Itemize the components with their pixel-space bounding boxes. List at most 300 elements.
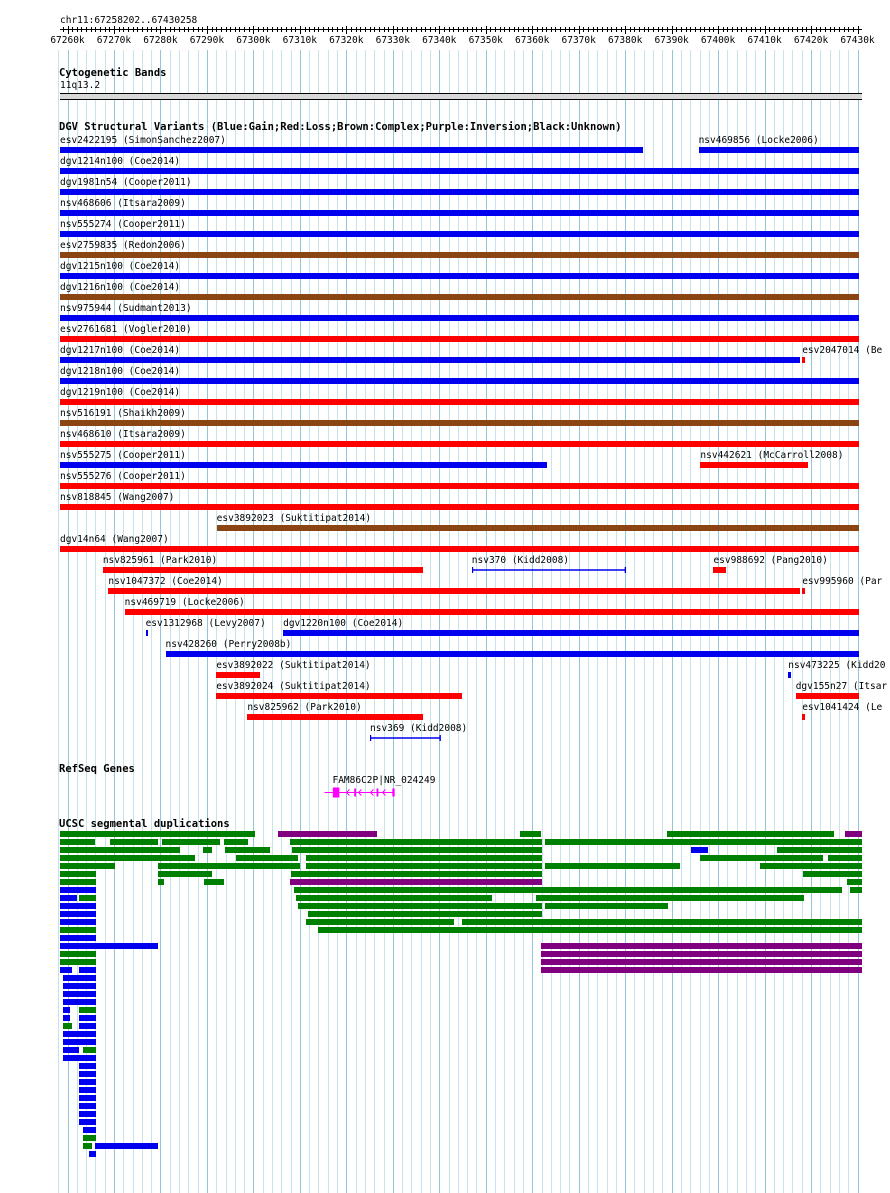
cytoband-label: 11q13.2 [60, 80, 101, 91]
segdup-feature-bar[interactable] [79, 1015, 96, 1021]
segdup-feature-bar[interactable] [60, 839, 95, 845]
segdup-feature-bar[interactable] [700, 855, 823, 861]
segdup-feature-bar[interactable] [60, 935, 96, 941]
dgv-feature-label[interactable]: esv3892023 (Suktitipat2014) [216, 513, 372, 524]
ruler-tick [634, 27, 635, 32]
ruler-tick [486, 26, 487, 34]
gene-label[interactable]: FAM86C2P|NR_024249 [332, 775, 436, 786]
dgv-feature-bar[interactable] [60, 546, 859, 552]
dgv-feature-label[interactable]: esv2422195 (SimonSanchez2007) [60, 135, 226, 146]
track-title-segdups[interactable]: UCSC segmental duplications [59, 818, 230, 830]
dgv-feature-label[interactable]: nsv468610 (Itsara2009) [60, 429, 186, 440]
ruler-tick [77, 27, 78, 32]
segdup-feature-bar[interactable] [63, 975, 96, 981]
ruler-tick [346, 26, 347, 34]
ruler-tick-label: 67270k [96, 35, 132, 46]
segdup-feature-bar[interactable] [83, 1143, 92, 1149]
ruler-tick [253, 26, 254, 34]
dgv-feature-bar[interactable] [60, 378, 859, 384]
segdup-feature-bar[interactable] [63, 1023, 72, 1029]
segdup-feature-bar[interactable] [63, 1055, 96, 1061]
ruler-tick [165, 27, 166, 32]
dgv-feature-label[interactable]: esv995960 (Par [802, 576, 883, 587]
ruler-tick [630, 27, 631, 32]
dgv-feature-bar[interactable] [283, 630, 859, 636]
segdup-feature-bar[interactable] [60, 863, 115, 869]
dgv-feature-bar[interactable] [146, 630, 148, 636]
segdup-feature-bar[interactable] [296, 895, 492, 901]
segdup-feature-bar[interactable] [545, 839, 862, 845]
dgv-feature-bar[interactable] [700, 462, 808, 468]
ruler-tick [639, 27, 640, 32]
ruler-tick [695, 27, 696, 32]
ruler-tick-label: 67390k [654, 35, 689, 46]
dgv-feature-bar[interactable] [60, 441, 859, 447]
ruler-tick [648, 27, 649, 32]
dgv-feature-bar[interactable] [713, 567, 726, 573]
ruler-tick [718, 26, 719, 34]
segdup-feature-bar[interactable] [60, 871, 96, 877]
ruler-tick [858, 26, 859, 34]
ruler-tick [300, 26, 301, 34]
segdup-feature-bar[interactable] [294, 887, 842, 893]
ruler-tick [709, 27, 710, 32]
segdup-feature-bar[interactable] [79, 1095, 96, 1101]
segdup-feature-bar[interactable] [95, 1143, 158, 1149]
segdup-feature-bar[interactable] [63, 1031, 96, 1037]
ruler-tick [458, 27, 459, 32]
ruler-tick-label: 67350k [468, 35, 503, 46]
ruler-tick [249, 27, 250, 32]
dgv-feature-label[interactable]: nsv370 (Kidd2008) [471, 555, 570, 566]
segdup-feature-bar[interactable] [60, 855, 195, 861]
segdup-feature-bar[interactable] [83, 1127, 96, 1133]
ruler-tick [848, 27, 849, 32]
segdup-feature-bar[interactable] [60, 903, 96, 909]
ruler-tick-label: 67320k [329, 35, 364, 46]
track-title-dgv[interactable]: DGV Structural Variants (Blue:Gain;Red:Loss;Brown:Complex;Purple:Inversion;Black:Unknown) [59, 121, 622, 133]
dgv-feature-bar[interactable] [60, 189, 859, 195]
segdup-feature-bar[interactable] [292, 847, 542, 853]
segdup-feature-bar[interactable] [760, 863, 862, 869]
dgv-feature-interval[interactable] [370, 734, 442, 742]
ruler-tick [407, 27, 408, 32]
gene-exon [377, 789, 379, 797]
segdup-feature-bar[interactable] [60, 927, 96, 933]
ruler-tick [198, 27, 199, 32]
ruler-tick [221, 27, 222, 32]
dgv-feature-bar[interactable] [247, 714, 422, 720]
segdup-feature-bar[interactable] [60, 911, 96, 917]
ruler-tick [291, 27, 292, 32]
ruler-tick [119, 27, 120, 32]
ruler-tick [374, 27, 375, 32]
dgv-feature-bar[interactable] [166, 651, 859, 657]
dgv-feature-bar[interactable] [60, 357, 800, 363]
segdup-feature-bar[interactable] [290, 839, 542, 845]
gene-model[interactable] [0, 785, 890, 799]
ruler-tick [602, 27, 603, 32]
ruler-tick [653, 27, 654, 32]
ruler-tick [402, 27, 403, 32]
segdup-feature-bar[interactable] [89, 1151, 96, 1157]
dgv-feature-bar[interactable] [125, 609, 859, 615]
ruler-tick [212, 27, 213, 32]
ruler-tick [81, 27, 82, 32]
segdup-feature-bar[interactable] [110, 839, 158, 845]
dgv-feature-bar[interactable] [802, 357, 805, 363]
dgv-feature-label[interactable]: esv2761681 (Vogler2010) [60, 324, 192, 335]
track-title-cytobands[interactable]: Cytogenetic Bands [59, 67, 167, 79]
segdup-feature-bar[interactable] [79, 1023, 96, 1029]
ruler-tick [370, 27, 371, 32]
ruler-tick [226, 27, 227, 32]
dgv-feature-label[interactable]: nsv369 (Kidd2008) [370, 723, 468, 734]
segdup-feature-bar[interactable] [63, 1015, 70, 1021]
ruler-tick [490, 27, 491, 32]
segdup-feature-bar[interactable] [79, 895, 96, 901]
dgv-feature-bar[interactable] [60, 420, 859, 426]
ruler-tick [746, 27, 747, 32]
dgv-feature-bar[interactable] [60, 147, 643, 153]
segdup-feature-bar[interactable] [63, 1007, 70, 1013]
dgv-feature-label[interactable]: dgv1220n100 (Coe2014) [283, 618, 404, 629]
dgv-feature-label[interactable]: nsv825961 (Park2010) [102, 555, 218, 566]
segdup-feature-bar[interactable] [79, 1063, 96, 1069]
ruler-tick [397, 27, 398, 32]
segdup-feature-bar[interactable] [536, 895, 804, 901]
ruler-tick [230, 27, 231, 32]
segdup-feature-bar[interactable] [541, 951, 862, 957]
ruler-tick [476, 27, 477, 32]
segdup-feature-bar[interactable] [203, 847, 212, 853]
dgv-feature-bar[interactable] [217, 525, 859, 531]
ruler-tick-label: 67360k [515, 35, 550, 46]
segdup-feature-bar[interactable] [224, 839, 248, 845]
ruler-tick [751, 27, 752, 32]
ruler-tick [569, 27, 570, 32]
ruler-tick [91, 27, 92, 32]
ruler-tick [281, 27, 282, 32]
ruler-tick [834, 27, 835, 32]
segdup-feature-bar[interactable] [278, 831, 377, 837]
ruler-tick [797, 27, 798, 32]
dgv-feature-label[interactable]: nsv555276 (Cooper2011) [60, 471, 186, 482]
ruler-tick [123, 27, 124, 32]
dgv-feature-label[interactable]: nsv469719 (Locke2006) [124, 597, 245, 608]
segdup-feature-bar[interactable] [60, 831, 255, 837]
dgv-feature-bar[interactable] [216, 693, 461, 699]
segdup-feature-bar[interactable] [83, 1047, 96, 1053]
ruler-tick [588, 27, 589, 32]
dgv-feature-bar[interactable] [60, 504, 859, 510]
dgv-feature-bar[interactable] [802, 714, 805, 720]
ruler-tick [453, 27, 454, 32]
dgv-feature-label[interactable]: dgv1217n100 (Coe2014) [60, 345, 181, 356]
ruler-tick [156, 27, 157, 32]
ruler-tick [160, 26, 161, 34]
dgv-feature-label[interactable]: nsv428260 (Perry2008b) [165, 639, 292, 650]
ruler-tick [193, 27, 194, 32]
ruler-tick [565, 27, 566, 32]
gene-exon [392, 789, 394, 797]
segdup-feature-bar[interactable] [79, 1119, 96, 1125]
segdup-feature-bar[interactable] [845, 831, 862, 837]
ruler-tick [184, 27, 185, 32]
segdup-feature-bar[interactable] [83, 1135, 96, 1141]
ruler-tick [151, 27, 152, 32]
dgv-feature-label[interactable]: dgv1219n100 (Coe2014) [60, 387, 181, 398]
segdup-feature-bar[interactable] [777, 847, 862, 853]
ruler-tick [551, 27, 552, 32]
ruler-tick [625, 26, 626, 34]
segdup-feature-bar[interactable] [803, 871, 862, 877]
ruler-tick [532, 26, 533, 34]
ruler-tick [774, 27, 775, 32]
ruler-tick [351, 27, 352, 32]
dgv-feature-bar[interactable] [796, 693, 859, 699]
ruler-tick [174, 27, 175, 32]
segdup-feature-bar[interactable] [63, 999, 96, 1005]
segdup-feature-bar[interactable] [63, 1039, 96, 1045]
gene-exon [354, 789, 356, 797]
ruler-tick [435, 27, 436, 32]
dgv-feature-bar[interactable] [108, 588, 799, 594]
segdup-feature-bar[interactable] [60, 879, 96, 885]
segdup-feature-bar[interactable] [541, 959, 862, 965]
dgv-feature-label[interactable]: nsv516191 (Shaikh2009) [60, 408, 186, 419]
segdup-feature-bar[interactable] [290, 879, 542, 885]
ruler-tick [732, 27, 733, 32]
segdup-feature-bar[interactable] [225, 847, 270, 853]
ruler-tick-label: 67340k [422, 35, 457, 46]
ruler-tick [779, 27, 780, 32]
dgv-feature-bar[interactable] [802, 588, 805, 594]
segdup-feature-bar[interactable] [60, 951, 96, 957]
segdup-feature-bar[interactable] [236, 855, 298, 861]
segdup-feature-bar[interactable] [79, 1087, 96, 1093]
ruler-tick-label: 67290k [189, 35, 225, 46]
ruler-tick [830, 27, 831, 32]
dgv-feature-bar[interactable] [60, 294, 859, 300]
segdup-feature-bar[interactable] [306, 919, 454, 925]
segdup-feature-bar[interactable] [847, 879, 862, 885]
track-title-refseq[interactable]: RefSeq Genes [59, 763, 135, 775]
dgv-feature-label[interactable]: dgv14n64 (Wang2007) [60, 534, 169, 545]
ruler-tick-label: 67420k [793, 35, 829, 46]
gene-exon [333, 788, 340, 798]
dgv-feature-label[interactable]: esv988692 (Pang2010) [713, 555, 828, 566]
segdup-feature-bar[interactable] [308, 911, 542, 917]
ruler-tick [593, 27, 594, 32]
segdup-feature-bar[interactable] [158, 863, 300, 869]
dgv-feature-label[interactable]: dgv1214n100 (Coe2014) [60, 156, 181, 167]
ruler-tick [737, 27, 738, 32]
ruler-tick [667, 27, 668, 32]
ruler-tick [560, 27, 561, 32]
dgv-feature-label[interactable]: nsv555275 (Cooper2011) [60, 450, 186, 461]
dgv-feature-label[interactable]: esv2047014 (Be [802, 345, 883, 356]
segdup-feature-bar[interactable] [79, 1111, 96, 1117]
ruler-tick [616, 27, 617, 32]
ruler-tick-label: 67260k [50, 35, 85, 46]
ruler-tick-label: 67300k [236, 35, 271, 46]
ruler-tick [463, 27, 464, 32]
ruler-tick [853, 27, 854, 32]
segdup-feature-bar[interactable] [60, 959, 96, 965]
dgv-feature-bar[interactable] [60, 252, 859, 258]
segdup-feature-bar[interactable] [60, 887, 96, 893]
ruler-tick [806, 27, 807, 32]
dgv-feature-bar[interactable] [60, 462, 547, 468]
dgv-feature-label[interactable]: esv3892024 (Suktitipat2014) [216, 681, 371, 692]
ruler-tick-label: 67280k [143, 35, 178, 46]
segdup-feature-bar[interactable] [63, 983, 96, 989]
ruler-tick [481, 27, 482, 32]
dgv-feature-bar[interactable] [103, 567, 423, 573]
ruler-tick [342, 27, 343, 32]
dgv-feature-label[interactable]: dgv1981n54 (Cooper2011) [60, 177, 192, 188]
dgv-feature-bar[interactable] [60, 168, 859, 174]
ruler-tick [700, 27, 701, 32]
ruler-tick [537, 27, 538, 32]
ruler-tick [467, 27, 468, 32]
ruler-tick-label: 67400k [700, 35, 736, 46]
ruler-tick [583, 27, 584, 32]
segdup-feature-bar[interactable] [162, 839, 220, 845]
ruler-tick [723, 27, 724, 32]
segdup-feature-bar[interactable] [158, 879, 164, 885]
segdup-feature-bar[interactable] [204, 879, 224, 885]
ruler-tick [658, 27, 659, 32]
dgv-feature-label[interactable]: nsv469856 (Locke2006) [698, 135, 819, 146]
segdup-feature-bar[interactable] [520, 831, 541, 837]
ruler-tick [128, 27, 129, 32]
dgv-feature-label[interactable]: esv1041424 (Le [802, 702, 883, 713]
ruler-tick [741, 27, 742, 32]
ruler-tick [267, 27, 268, 32]
dgv-feature-label[interactable]: nsv825962 (Park2010) [247, 702, 362, 713]
ruler-tick [239, 27, 240, 32]
dgv-feature-label[interactable]: nsv473225 (Kidd20 [788, 660, 886, 671]
ruler-tick [686, 27, 687, 32]
ruler-tick [611, 27, 612, 32]
dgv-feature-label[interactable]: nsv555274 (Cooper2011) [60, 219, 186, 230]
segdup-feature-bar[interactable] [691, 847, 708, 853]
ruler-tick [690, 27, 691, 32]
segdup-feature-bar[interactable] [318, 927, 862, 933]
dgv-feature-bar[interactable] [788, 672, 790, 678]
dgv-feature-interval[interactable] [472, 566, 627, 574]
segdup-feature-bar[interactable] [462, 919, 862, 925]
ruler-tick [216, 27, 217, 32]
segdup-feature-bar[interactable] [63, 991, 96, 997]
dgv-feature-label[interactable]: nsv818845 (Wang2007) [60, 492, 175, 503]
ruler-tick [277, 27, 278, 32]
segdup-feature-bar[interactable] [79, 967, 96, 973]
ruler-tick [788, 27, 789, 32]
ruler-tick [328, 27, 329, 32]
ruler-tick [597, 27, 598, 32]
dgv-feature-label[interactable]: nsv975944 (Sudmant2013) [60, 303, 192, 314]
ruler-tick [509, 27, 510, 32]
dgv-feature-bar[interactable] [60, 483, 859, 489]
segdup-feature-bar[interactable] [79, 1071, 96, 1077]
ruler-tick [528, 27, 529, 32]
segdup-feature-bar[interactable] [298, 903, 542, 909]
segdup-feature-bar[interactable] [291, 871, 542, 877]
segdup-feature-bar[interactable] [667, 831, 834, 837]
ruler-tick [235, 27, 236, 32]
segdup-feature-bar[interactable] [306, 863, 542, 869]
dgv-feature-label[interactable]: dgv1215n100 (Coe2014) [60, 261, 181, 272]
ruler-tick [318, 27, 319, 32]
dgv-feature-label[interactable]: nsv442621 (McCarroll2008) [700, 450, 844, 461]
dgv-feature-label[interactable]: esv1312968 (Levy2007) [145, 618, 266, 629]
segdup-feature-bar[interactable] [60, 967, 72, 973]
segdup-feature-bar[interactable] [306, 855, 542, 861]
segdup-feature-bar[interactable] [79, 1079, 96, 1085]
segdup-feature-bar[interactable] [158, 871, 212, 877]
ruler-tick [514, 27, 515, 32]
ruler-tick-label: 67410k [747, 35, 782, 46]
dgv-feature-label[interactable]: esv2759835 (Redon2006) [60, 240, 186, 251]
dgv-feature-bar[interactable] [60, 336, 859, 342]
segdup-feature-bar[interactable] [850, 887, 862, 893]
ruler-tick [86, 27, 87, 32]
ruler-tick [425, 27, 426, 32]
dgv-feature-bar[interactable] [699, 147, 859, 153]
ruler-tick [207, 26, 208, 34]
dgv-feature-label[interactable]: nsv468606 (Itsara2009) [60, 198, 186, 209]
position-label: chr11:67258202..67430258 [60, 15, 198, 26]
segdup-feature-bar[interactable] [63, 1047, 79, 1053]
dgv-feature-bar[interactable] [60, 231, 859, 237]
segdup-feature-bar[interactable] [541, 943, 862, 949]
segdup-feature-bar[interactable] [79, 1007, 96, 1013]
dgv-feature-label[interactable]: esv3892022 (Suktitipat2014) [216, 660, 371, 671]
dgv-feature-label[interactable]: dgv1218n100 (Coe2014) [60, 366, 181, 377]
ruler-tick [179, 27, 180, 32]
segdup-feature-bar[interactable] [60, 847, 180, 853]
segdup-feature-bar[interactable] [79, 1103, 96, 1109]
ruler-tick [323, 27, 324, 32]
dgv-feature-label[interactable]: dgv155n27 (Itsar [795, 681, 888, 692]
segdup-feature-bar[interactable] [545, 903, 668, 909]
dgv-feature-label[interactable]: dgv1216n100 (Coe2014) [60, 282, 181, 293]
segdup-feature-bar[interactable] [545, 863, 680, 869]
segdup-feature-bar[interactable] [828, 855, 862, 861]
ruler-tick [365, 27, 366, 32]
ruler-tick [644, 27, 645, 32]
segdup-feature-bar[interactable] [60, 919, 96, 925]
ruler-tick [393, 26, 394, 34]
segdup-feature-bar[interactable] [60, 943, 158, 949]
dgv-feature-bar[interactable] [60, 315, 859, 321]
ruler-tick [472, 27, 473, 32]
dgv-feature-bar[interactable] [60, 273, 859, 279]
segdup-feature-bar[interactable] [60, 895, 77, 901]
ruler-tick [137, 27, 138, 32]
ruler-tick [63, 27, 64, 32]
ruler-tick [542, 27, 543, 32]
segdup-feature-bar[interactable] [541, 967, 862, 973]
dgv-feature-bar[interactable] [216, 672, 260, 678]
dgv-feature-label[interactable]: nsv1047372 (Coe2014) [108, 576, 223, 587]
dgv-feature-bar[interactable] [60, 210, 859, 216]
dgv-feature-bar[interactable] [60, 399, 859, 405]
chromosome-ideogram-band[interactable] [60, 93, 862, 100]
